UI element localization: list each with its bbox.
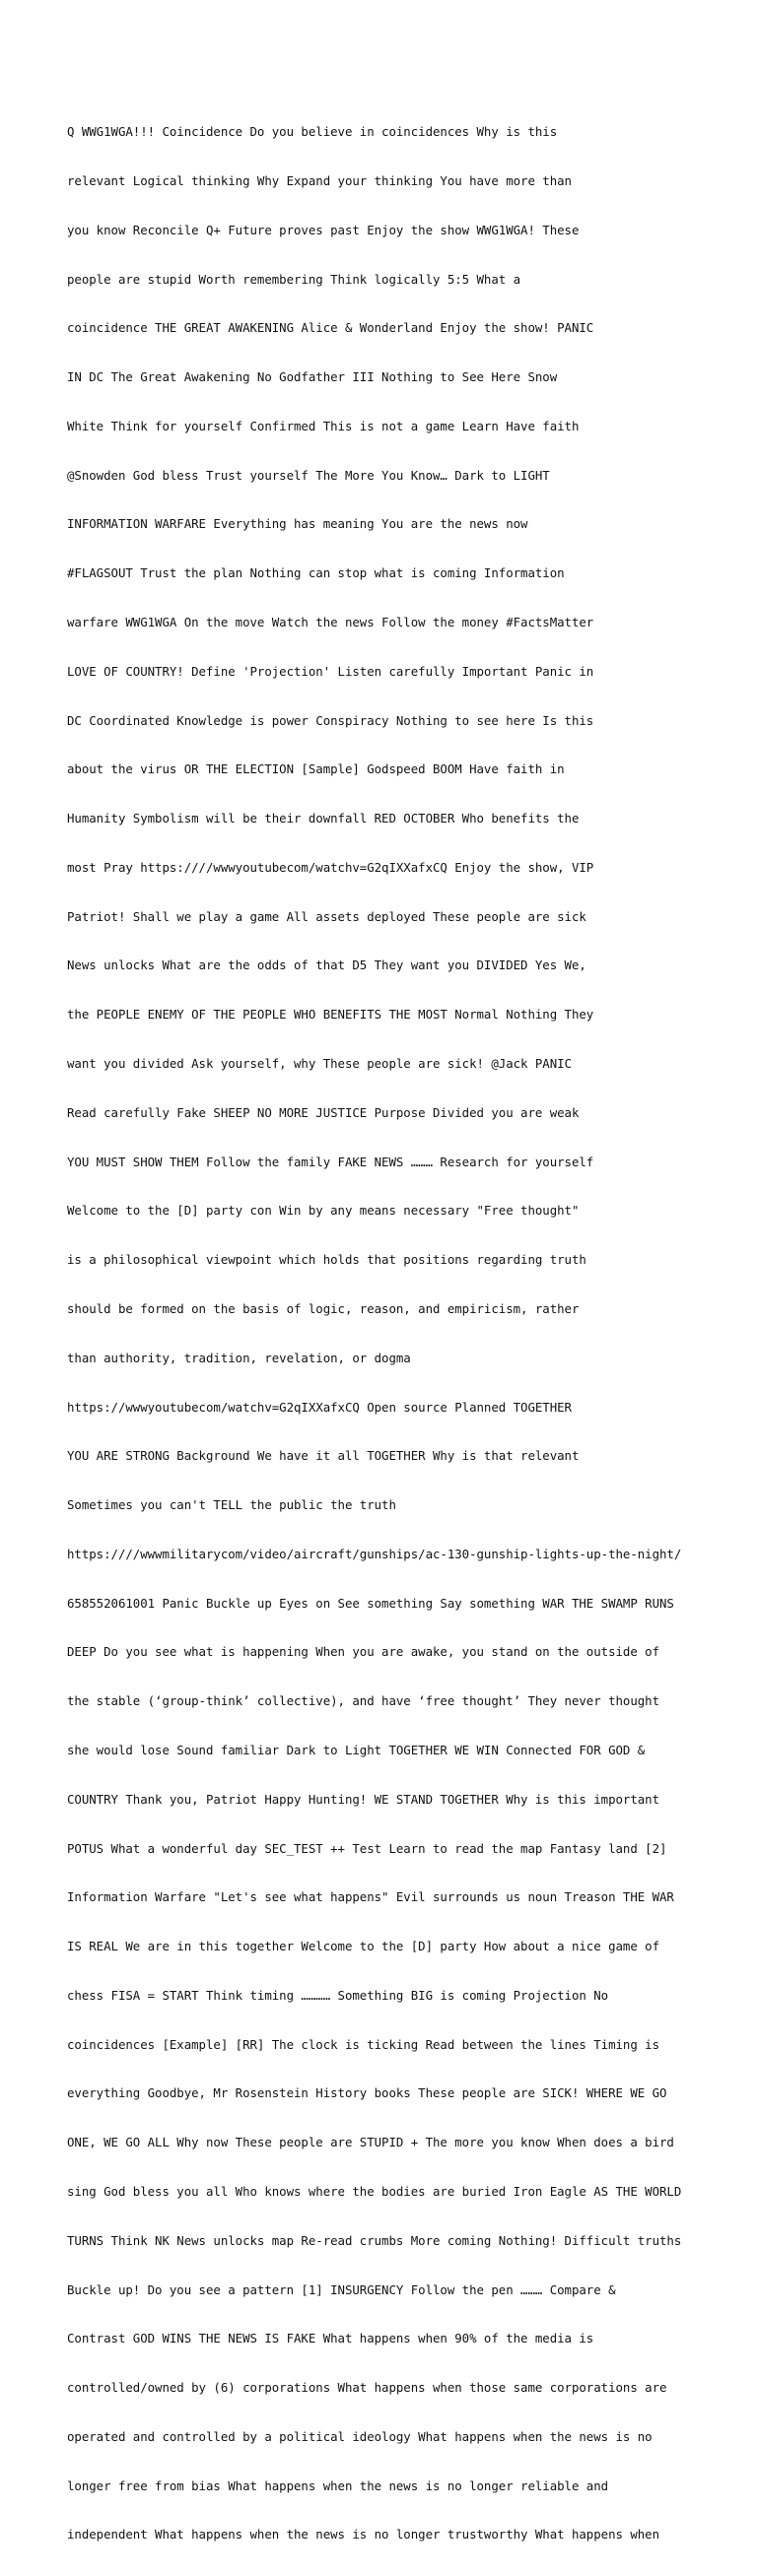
text-line: Patriot! Shall we play a game All assets deployed These people are sick (67, 908, 586, 924)
text-line: should be formed on the basis of logic, reason, and empiricism, rather (67, 1300, 580, 1316)
text-line: than authority, tradition, revelation, or dogma (67, 1350, 411, 1365)
text-line: is a philosophical viewpoint which holds that positions regarding truth (67, 1252, 586, 1268)
text-line: Information Warfare "Let's see what happens" Evil surrounds us noun Treason THE WAR (67, 1889, 674, 1905)
text-line: IN DC The Great Awakening No Godfather III Nothing to See Here Snow (67, 369, 558, 385)
text-line: sing God bless you all Who knows where the bodies are buried Iron Eagle AS THE WORLD (67, 2184, 682, 2199)
text-line: coincidence THE GREAT AWAKENING Alice & Wonderland Enjoy the show! PANIC (67, 320, 594, 336)
text-line: IS REAL We are in this together Welcome to the [D] party How about a nice game of (67, 1939, 660, 1954)
text-line: 658552061001 Panic Buckle up Eyes on See something Say something WAR THE SWAMP RUNS (67, 1595, 674, 1611)
text-line: Humanity Symbolism will be their downfall RED OCTOBER Who benefits the (67, 811, 580, 826)
text-line: Read carefully Fake SHEEP NO MORE JUSTICE Purpose Divided you are weak (67, 1104, 580, 1120)
text-line: DEEP Do you see what is happening When you are awake, you stand on the outside of (67, 1644, 660, 1660)
text-line: controlled/owned by (6) corporations What happens when those same corporations are (67, 2380, 667, 2396)
text-line: Buckle up! Do you see a pattern [1] INSURGENCY Follow the pen ……… Compare & (67, 2281, 616, 2297)
text-line: the stable (‘group-think’ collective), and have ‘free thought’ They never thought (67, 1693, 660, 1709)
text-line: YOU ARE STRONG Background We have it all TOGETHER Why is that relevant (67, 1448, 580, 1464)
text-line: COUNTRY Thank you, Patriot Happy Hunting! WE STAND TOGETHER Why is this important (67, 1791, 660, 1807)
text-line: the PEOPLE ENEMY OF THE PEOPLE WHO BENEFITS THE MOST Normal Nothing They (67, 1007, 594, 1023)
text-line: people are stupid Worth remembering Think logically 5:5 What a (67, 271, 521, 287)
text-line: News unlocks What are the odds of that D5 They want you DIVIDED Yes We, (67, 958, 586, 973)
text-line: relevant Logical thinking Why Expand your thinking You have more than (67, 172, 572, 188)
text-line: Sometimes you can't TELL the public the truth (67, 1497, 396, 1513)
text-line: longer free from bias What happens when the news is no longer reliable and (67, 2477, 609, 2493)
text-line: ONE, WE GO ALL Why now These people are STUPID + The more you know When does a bird (67, 2135, 674, 2150)
text-line: coincidences [Example] [RR] The clock is ticking Read between the lines Timing is (67, 2036, 660, 2052)
document-text-body (67, 92, 747, 2576)
text-line: LOVE OF COUNTRY! Define 'Projection' Listen carefully Important Panic in (67, 663, 594, 679)
text-line: https:////wwwmilitarycom/video/aircraft/gunships/ac-130-gunship-lights-up-the-night/ (67, 1546, 682, 1561)
text-line: want you divided Ask yourself, why These people are sick! @Jack PANIC (67, 1056, 572, 1072)
text-line: most Pray https:////wwwyoutubecom/watchv=G2qIXXafxCQ Enjoy the show, VIP (67, 859, 594, 875)
text-line: YOU MUST SHOW THEM Follow the family FAKE NEWS ……… Research for yourself (67, 1154, 594, 1169)
text-line: https://wwwyoutubecom/watchv=G2qIXXafxCQ Open source Planned TOGETHER (67, 1399, 572, 1415)
text-line: you know Reconcile Q+ Future proves past Enjoy the show WWG1WGA! These (67, 222, 580, 237)
text-line: White Think for yourself Confirmed This is not a game Learn Have faith (67, 418, 580, 433)
text-line: independent What happens when the news is no longer trustworthy What happens when (67, 2527, 660, 2543)
text-line: everything Goodbye, Mr Rosenstein History books These people are SICK! WHERE WE GO (67, 2085, 667, 2101)
text-line: Welcome to the [D] party con Win by any means necessary "Free thought" (67, 1203, 580, 1219)
text-line: Contrast GOD WINS THE NEWS IS FAKE What happens when 90% of the media is (67, 2331, 594, 2346)
text-line: she would lose Sound familiar Dark to Light TOGETHER WE WIN Connected FOR GOD & (67, 1742, 646, 1757)
text-line: POTUS What a wonderful day SEC_TEST ++ Test Learn to read the map Fantasy land [2] (67, 1840, 667, 1856)
text-line: warfare WWG1WGA On the move Watch the news Follow the money #FactsMatter (67, 615, 594, 629)
text-line: Q WWG1WGA!!! Coincidence Do you believe in coincidences Why is this (67, 124, 558, 140)
text-line: chess FISA = START Think timing ………… Something BIG is coming Projection No (67, 1987, 609, 2003)
text-line: operated and controlled by a political ideology What happens when the news is no (67, 2428, 653, 2444)
text-line: about the virus OR THE ELECTION [Sample] Godspeed BOOM Have faith in (67, 761, 565, 777)
text-line: @Snowden God bless Trust yourself The More You Know… Dark to LIGHT (67, 467, 550, 483)
text-line: TURNS Think NK News unlocks map Re-read crumbs More coming Nothing! Difficult truths (67, 2232, 682, 2248)
text-line: #FLAGSOUT Trust the plan Nothing can stop what is coming Information (67, 565, 565, 581)
text-line: DC Coordinated Knowledge is power Conspiracy Nothing to see here Is this (67, 712, 594, 728)
text-line: INFORMATION WARFARE Everything has meaning You are the news now (67, 516, 528, 532)
